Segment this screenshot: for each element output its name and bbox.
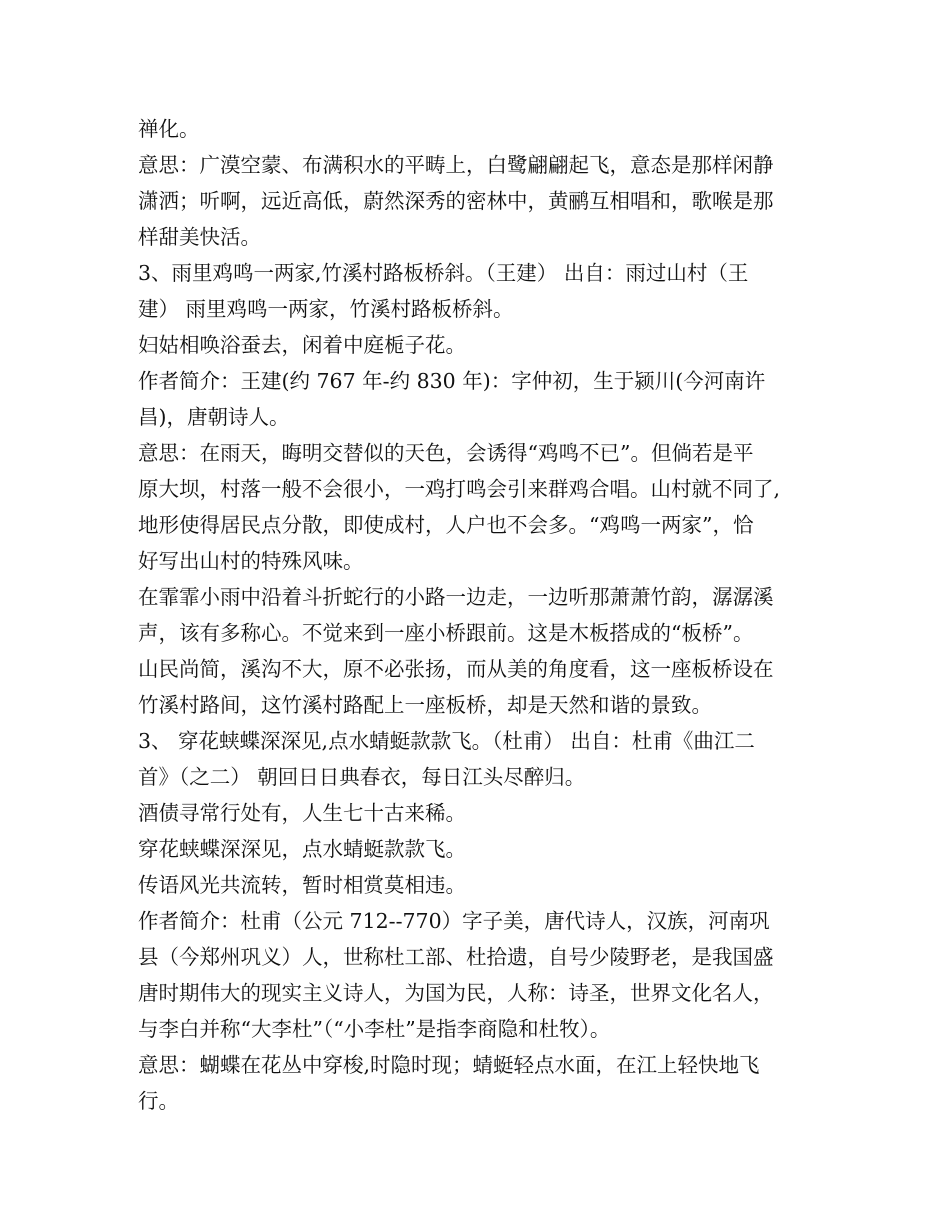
text-line: 与李白并称“大李杜”（“小李杜”是指李商隐和杜牧）。 xyxy=(138,1017,611,1041)
text-line: 潇洒；听啊，远近高低，蔚然深秀的密林中，黄鹂互相唱和，歌喉是那 xyxy=(138,189,774,213)
text-line: 竹溪村路间，这竹溪村路配上一座板桥，却是天然和谐的景致。 xyxy=(138,693,712,717)
text-line: 首》（之二） 朝回日日典春衣，每日江头尽醉归。 xyxy=(138,765,586,789)
text-line: 行。 xyxy=(138,1089,179,1113)
text-line: 样甜美快活。 xyxy=(138,225,261,249)
text-line: 禅化。 xyxy=(138,117,200,141)
text-line: 地形使得居民点分散，即使成村，人户也不会多。“鸡鸣一两家”，恰 xyxy=(138,513,754,537)
text-line: 建） 雨里鸡鸣一两家，竹溪村路板桥斜。 xyxy=(138,297,514,321)
text-line: 穿花蛱蝶深深见，点水蜻蜓款款飞。 xyxy=(138,837,466,861)
text-line: 传语风光共流转，暂时相赏莫相违。 xyxy=(138,873,466,897)
text-line: 意思：在雨天，晦明交替似的天色，会诱得“鸡鸣不已”。但倘若是平 xyxy=(138,441,754,465)
text-line: 酒债寻常行处有，人生七十古来稀。 xyxy=(138,801,466,825)
text-line: 意思：蝴蝶在花丛中穿梭,时隐时现；蜻蜓轻点水面，在江上轻快地飞 xyxy=(138,1053,760,1077)
text-line: 3、 穿花蛱蝶深深见,点水蜻蜓款款飞。（杜甫） 出自：杜甫《曲江二 xyxy=(138,729,755,753)
document-body xyxy=(138,111,818,1119)
text-line: 作者简介：王建(约 767 年-约 830 年)：字仲初，生于颍川(今河南许 xyxy=(138,369,766,393)
text-line: 作者简介：杜甫（公元 712--770）字子美，唐代诗人，汉族，河南巩 xyxy=(138,909,770,933)
text-line: 唐时期伟大的现实主义诗人，为国为民，人称：诗圣，世界文化名人， xyxy=(138,981,774,1005)
text-line: 在霏霏小雨中沿着斗折蛇行的小路一边走，一边听那萧萧竹韵，潺潺溪 xyxy=(138,585,774,609)
text-line: 意思：广漠空蒙、布满积水的平畴上，白鹭翩翩起飞，意态是那样闲静 xyxy=(138,153,774,177)
text-line: 3、雨里鸡鸣一两家,竹溪村路板桥斜。（王建） 出自：雨过山村（王 xyxy=(138,261,749,285)
text-line: 好写出山村的特殊风味。 xyxy=(138,549,364,573)
text-line: 山民尚简，溪沟不大，原不必张扬，而从美的角度看，这一座板桥设在 xyxy=(138,657,774,681)
text-line: 声，该有多称心。不觉来到一座小桥跟前。这是木板搭成的“板桥”。 xyxy=(138,621,754,645)
text-line: 县（今郑州巩义）人，世称杜工部、杜拾遗，自号少陵野老，是我国盛 xyxy=(138,945,774,969)
text-line: 原大坝，村落一般不会很小，一鸡打鸣会引来群鸡合唱。山村就不同了, xyxy=(138,477,781,501)
text-line: 妇姑相唤浴蚕去，闲着中庭栀子花。 xyxy=(138,333,466,357)
text-line: 昌)，唐朝诗人。 xyxy=(138,405,290,429)
